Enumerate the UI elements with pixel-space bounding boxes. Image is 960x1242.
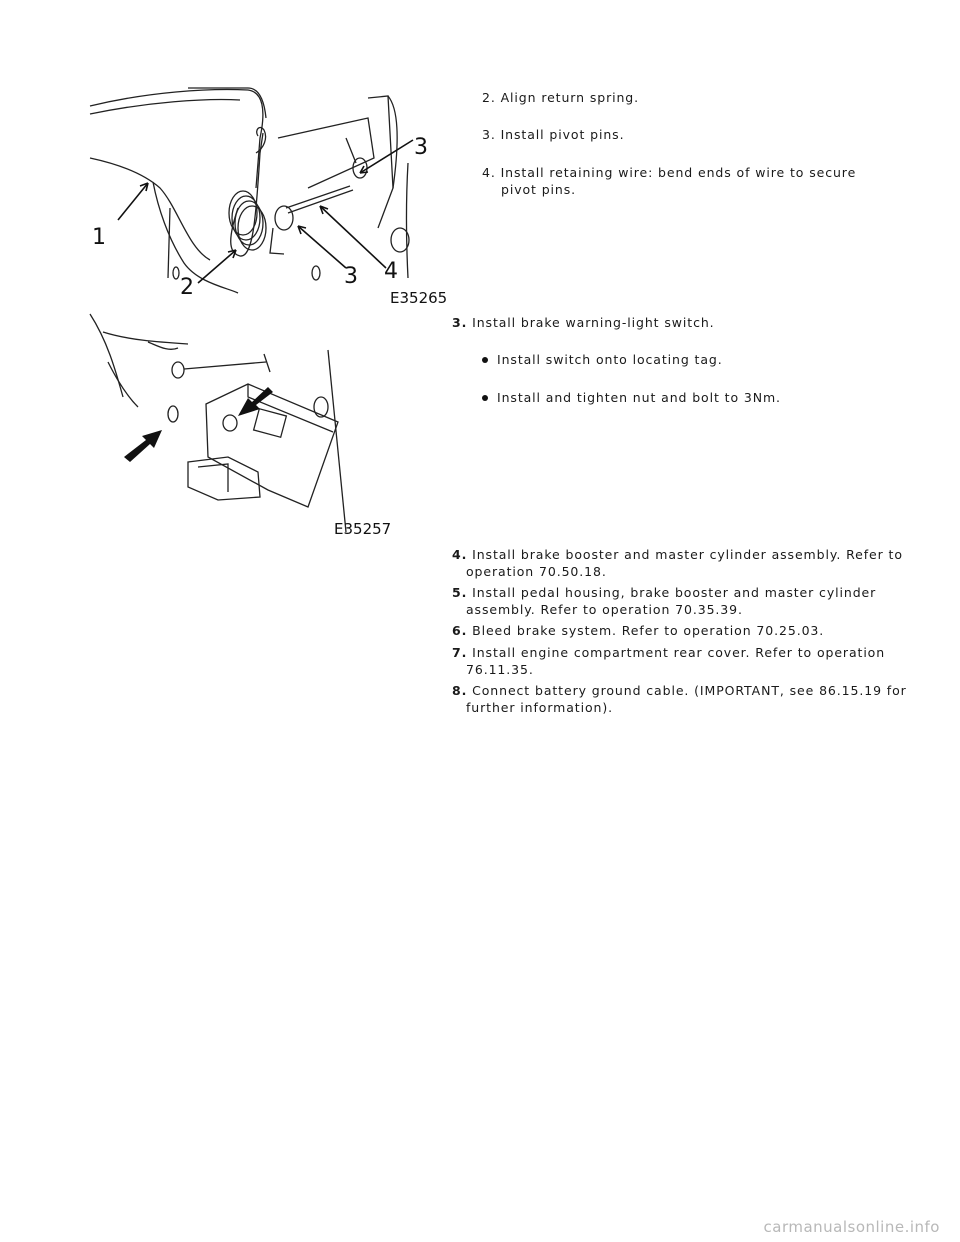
step-8-line1: Connect battery ground cable. (IMPORTANT, see 86.15.19 for <box>467 683 907 698</box>
substep-4 <box>482 164 856 198</box>
step-5-line1: Install pedal housing, brake booster and master cylinder <box>467 585 877 600</box>
watermark: carmanualsonline.info <box>763 1218 940 1236</box>
step-5 <box>452 584 876 618</box>
callout-4: 4 <box>384 259 399 284</box>
figure-e35257 <box>88 312 392 538</box>
step-7-line2: 76.11.35. <box>466 662 534 677</box>
step-5-line2: assembly. Refer to operation 70.35.39. <box>466 602 743 617</box>
figure-e35265 <box>88 78 458 308</box>
bullet-text: Install switch onto locating tag. <box>497 352 723 367</box>
step-6-number: 6. <box>452 623 468 638</box>
figure-id-e35265: E35265 <box>390 289 448 307</box>
callout-3b: 3 <box>344 264 359 289</box>
step-3-text: Install brake warning-light switch. <box>467 315 715 330</box>
step-6 <box>452 622 824 639</box>
step-4 <box>452 546 903 580</box>
step-7 <box>452 644 885 678</box>
substep-2: 2. Align return spring. <box>482 90 640 105</box>
step-5-number: 5. <box>452 585 468 600</box>
bullet-icon <box>482 395 488 401</box>
callout-1: 1 <box>92 225 107 250</box>
step-8-number: 8. <box>452 683 468 698</box>
bullet-text: Install and tighten nut and bolt to 3Nm. <box>497 390 781 405</box>
step-4-number: 4. <box>452 547 468 562</box>
step-4-line2: operation 70.50.18. <box>466 564 607 579</box>
step-7-line1: Install engine compartment rear cover. Refer to operation <box>467 645 886 660</box>
step-7-number: 7. <box>452 645 468 660</box>
step-3-bullet-2 <box>482 389 781 406</box>
callout-2: 2 <box>180 275 195 300</box>
figure-id-e35257: E35257 <box>334 520 392 538</box>
step-6-line1: Bleed brake system. Refer to operation 70.25.03. <box>467 623 825 638</box>
substep-4-line1: 4. Install retaining wire: bend ends of wire to secure <box>482 165 857 180</box>
step-8 <box>452 682 907 716</box>
step-3-number: 3. <box>452 315 468 330</box>
bullet-icon <box>482 357 488 363</box>
substep-3: 3. Install pivot pins. <box>482 127 625 142</box>
step-3 <box>452 314 715 331</box>
step-4-line1: Install brake booster and master cylinder assembly. Refer to <box>467 547 903 562</box>
callout-3a: 3 <box>414 135 429 160</box>
step-3-bullet-1 <box>482 351 723 368</box>
step-8-line2: further information). <box>466 700 613 715</box>
substep-4-line2: pivot pins. <box>501 182 577 197</box>
